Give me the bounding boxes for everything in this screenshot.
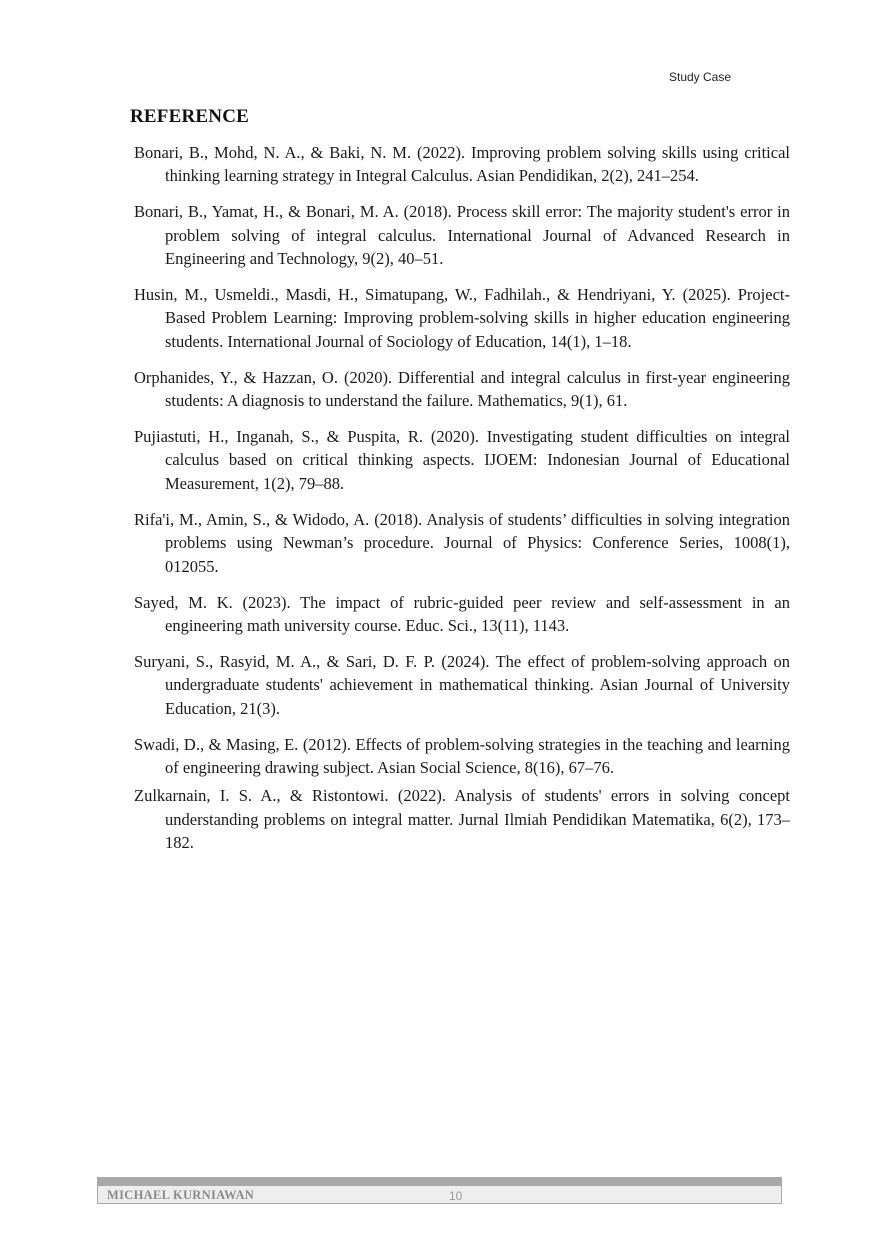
reference-entry: Sayed, M. K. (2023). The impact of rubric-guided peer review and self-assessment in an engineering math university course. Educ. Sci., 13(11), 1143. xyxy=(134,592,790,635)
page-number: 10 xyxy=(449,1189,463,1203)
reference-entry: Rifa'i, M., Amin, S., & Widodo, A. (2018). Analysis of students’ difficulties in solving integration problems using Newman’s procedure. Journal of Physics: Conference Series, 1008(1), 012055. xyxy=(134,509,790,576)
section-heading: REFERENCE xyxy=(130,106,249,127)
page-footer xyxy=(97,1177,782,1204)
reference-entry: Bonari, B., Mohd, N. A., & Baki, N. M. (2022). Improving problem solving skills using critical thinking learning strategy in Integral Calculus. Asian Pendidikan, 2(2), 241–254. xyxy=(134,143,790,186)
running-header: Study Case xyxy=(669,70,732,84)
footer-author-name: MICHAEL KURNIAWAN xyxy=(107,1188,255,1202)
reference-entry: Bonari, B., Yamat, H., & Bonari, M. A. (2018). Process skill error: The majority student's error in problem solving of integral calculus. International Journal of Advanced Research in Engineering and Technology, 9(2), 40–51. xyxy=(134,202,790,269)
footer-stripe xyxy=(98,1178,781,1186)
reference-entry: Husin, M., Usmeldi., Masdi, H., Simatupang, W., Fadhilah., & Hendriyani, Y. (2025). Project-Based Problem Learning: Improving problem-solving skills in higher education engineering students. International Journal of Sociology of Education, 14(1), 1–18. xyxy=(134,285,790,351)
reference-entry: Swadi, D., & Masing, E. (2012). Effects of problem-solving strategies in the teaching and learning of engineering drawing subject. Asian Social Science, 8(16), 67–76. xyxy=(134,734,790,777)
reference-entry: Pujiastuti, H., Inganah, S., & Puspita, R. (2020). Investigating student difficulties on integral calculus based on critical thinking aspects. IJOEM: Indonesian Journal of Educational Measurement, 1(2), 79–88. xyxy=(134,427,790,493)
reference-entry: Suryani, S., Rasyid, M. A., & Sari, D. F. P. (2024). The effect of problem-solving approach on undergraduate students' achievement in mathematical thinking. Asian Journal of University Education, 21(3). xyxy=(134,651,790,718)
reference-list xyxy=(134,141,790,867)
reference-entry: Zulkarnain, I. S. A., & Ristontowi. (2022). Analysis of students' errors in solving concept understanding problems on integral matter. Jurnal Ilmiah Pendidikan Matematika, 6(2), 173–182. xyxy=(134,786,790,853)
reference-entry: Orphanides, Y., & Hazzan, O. (2020). Differential and integral calculus in first-year engineering students: A diagnosis to understand the failure. Mathematics, 9(1), 61. xyxy=(134,367,790,411)
